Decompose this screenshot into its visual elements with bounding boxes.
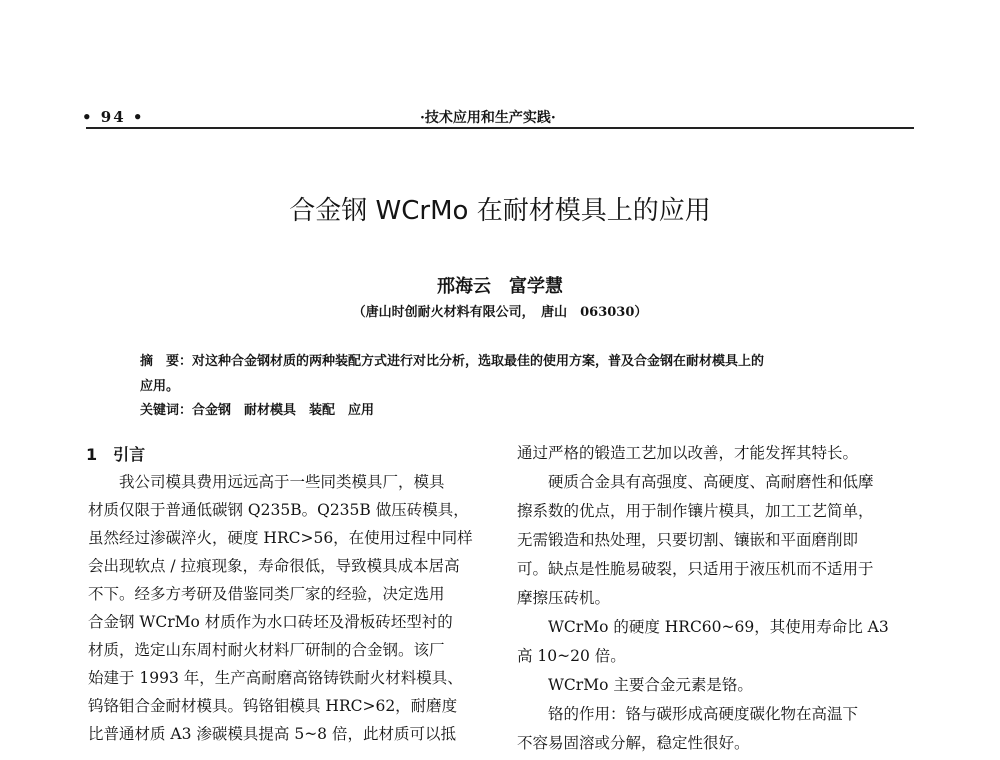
body-line: 我公司模具费用远远高于一些同类模具厂，模具	[88, 473, 445, 491]
body-line: 材质，选定山东周村耐火材料厂研制的合金钢。该厂	[88, 641, 445, 659]
body-line: 不容易固溶或分解，稳定性很好。	[517, 734, 750, 752]
body-line: 硬质合金具有高强度、高硬度、高耐磨性和低摩	[517, 473, 874, 491]
body-line: 无需锻造和热处理，只要切割、镶嵌和平面磨削即	[517, 531, 859, 549]
article-title: 合金钢 WCrMo 在耐材模具上的应用	[289, 196, 711, 226]
body-line: 高 10~20 倍。	[517, 647, 626, 665]
body-line: 钨铬钼合金耐材模具。钨铬钼模具 HRC>62，耐磨度	[88, 697, 458, 715]
body-line: 材质仅限于普通低碳钢 Q235B。Q235B 做压砖模具，	[88, 501, 469, 519]
body-line: 可。缺点是性脆易破裂，只适用于液压机而不适用于	[517, 560, 874, 578]
header-rule	[86, 127, 914, 129]
body-line: 通过严格的锻造工艺加以改善，才能发挥其特长。	[517, 444, 859, 462]
article-authors: 邢海云 富学慧	[437, 276, 563, 297]
section-heading: 1 引言	[86, 445, 146, 464]
author-affiliation: （唐山时创耐火材料有限公司， 唐山 063030）	[352, 305, 648, 320]
body-line: 比普通材质 A3 渗碳模具提高 5~8 倍，此材质可以抵	[88, 725, 456, 743]
body-line: 擦系数的优点，用于制作镶片模具，加工工艺简单，	[517, 502, 874, 520]
body-line: 不下。经多方考研及借鉴同类厂家的经验，决定选用	[88, 585, 445, 603]
body-line: 会出现软点 / 拉痕现象，寿命很低，导致模具成本居高	[88, 557, 460, 575]
page-number: • 94 •	[82, 108, 145, 126]
abstract-line-1: 摘 要：对这种合金钢材质的两种装配方式进行对比分析，选取最佳的使用方案，普及合金钢在耐材模具上的	[140, 354, 765, 369]
body-line: 虽然经过渗碳淬火，硬度 HRC>56，在使用过程中同样	[88, 529, 473, 547]
keywords: 关键词：合金钢 耐材模具 装配 应用	[140, 403, 375, 418]
body-line: 摩擦压砖机。	[517, 589, 611, 607]
running-header-title: ·技术应用和生产实践·	[420, 110, 556, 126]
body-line: 合金钢 WCrMo 材质作为水口砖坯及滑板砖坯型衬的	[88, 613, 453, 631]
abstract-line-2: 应用。	[140, 379, 180, 394]
body-line: 铬的作用：铬与碳形成高硬度碳化物在高温下	[517, 705, 859, 723]
body-line: 始建于 1993 年，生产高耐磨高铬铸铁耐火材料模具、	[88, 669, 463, 687]
body-line: WCrMo 的硬度 HRC60~69，其使用寿命比 A3	[517, 618, 889, 636]
body-line: WCrMo 主要合金元素是铬。	[517, 676, 753, 694]
